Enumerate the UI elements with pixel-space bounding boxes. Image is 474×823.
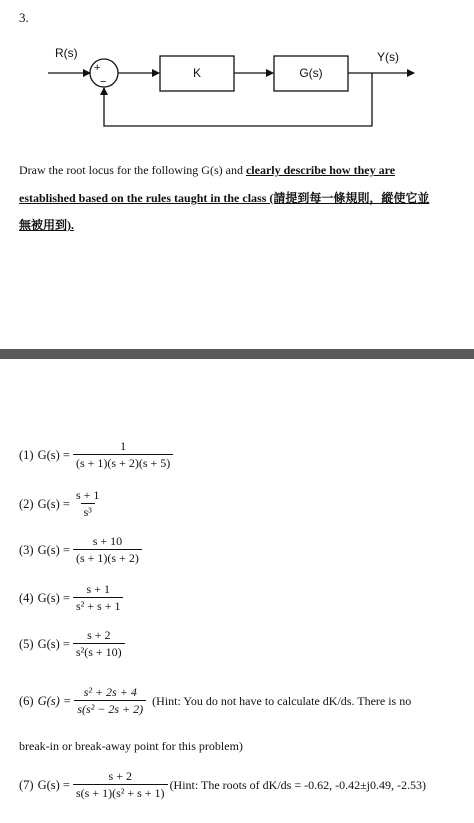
problem-1 (19, 440, 173, 470)
transfer-function (73, 440, 173, 470)
instructions-plain-text: Draw the root locus for the following G(s) and (19, 163, 246, 177)
transfer-function (73, 489, 102, 519)
denominator: s(s² − 2s + 2) (74, 700, 146, 716)
instructions-emphasis-2: established based on the rules taught in the class (請提到每一條規則，縱使它並 (19, 191, 430, 205)
input-label: R(s) (55, 46, 78, 60)
page-divider (0, 349, 474, 359)
transfer-function (73, 583, 123, 613)
numerator: s + 2 (108, 769, 132, 783)
problem-7 (19, 770, 426, 800)
transfer-function (74, 686, 146, 716)
transfer-function (73, 770, 168, 800)
instructions-line-1 (19, 163, 459, 177)
problem-4 (19, 583, 123, 613)
denominator: s²(s + 10) (73, 643, 125, 659)
denominator: (s + 1)(s + 2)(s + 5) (73, 454, 173, 470)
feedback-path (104, 73, 372, 126)
denominator: s³ (81, 503, 95, 519)
problem-hint: (Hint: You do not have to calculate dK/ds. There is no (152, 693, 412, 708)
numerator: s + 10 (92, 534, 123, 548)
numerator: s + 1 (86, 582, 110, 596)
problem-lhs: G(s) = (37, 693, 72, 708)
instructions-line-2 (19, 191, 459, 205)
denominator: (s + 1)(s + 2) (73, 549, 142, 565)
block-diagram (0, 0, 474, 140)
instructions-emphasis-1: clearly describe how they are (245, 163, 396, 177)
question-number: 3. (19, 10, 29, 25)
problem-label: (7) (19, 777, 34, 792)
problem-2 (19, 489, 102, 519)
minus-sign: − (100, 76, 107, 88)
denominator: s² + s + 1 (73, 597, 123, 613)
instructions-emphasis-3: 無被用到). (19, 218, 74, 232)
problem-label: (5) (19, 636, 34, 651)
problem-label: (2) (19, 496, 34, 511)
output-label: Y(s) (377, 50, 399, 64)
problem-lhs: G(s) = (37, 777, 70, 792)
problem-label: (1) (19, 447, 34, 462)
problem-lhs: G(s) = (37, 636, 70, 651)
problem-lhs: G(s) = (37, 447, 70, 462)
block-g-label: G(s) (299, 66, 323, 80)
instructions-line-3 (19, 218, 459, 232)
problem-hint: (Hint: The roots of dK/ds = -0.62, -0.42±j0.49, -2.53) (169, 777, 427, 792)
numerator: s + 2 (87, 628, 111, 642)
problem-5 (19, 629, 125, 659)
numerator: s + 1 (75, 488, 100, 502)
numerator: s² + 2s + 4 (83, 685, 137, 699)
problem-label: (4) (19, 590, 34, 605)
problem-3 (19, 535, 142, 565)
transfer-function (73, 629, 125, 659)
block-k-label: K (192, 66, 201, 80)
problem-lhs: G(s) = (37, 496, 70, 511)
problem-lhs: G(s) = (37, 542, 70, 557)
problem-6 (19, 686, 411, 716)
numerator: 1 (120, 439, 127, 453)
problem-label: (6) (19, 693, 34, 708)
problem-6-hint-continued: break-in or break-away point for this problem) (19, 739, 243, 753)
denominator: s(s + 1)(s² + s + 1) (73, 784, 168, 800)
transfer-function (73, 535, 142, 565)
problem-lhs: G(s) = (37, 590, 70, 605)
problem-label: (3) (19, 542, 34, 557)
plus-sign: + (94, 62, 101, 74)
